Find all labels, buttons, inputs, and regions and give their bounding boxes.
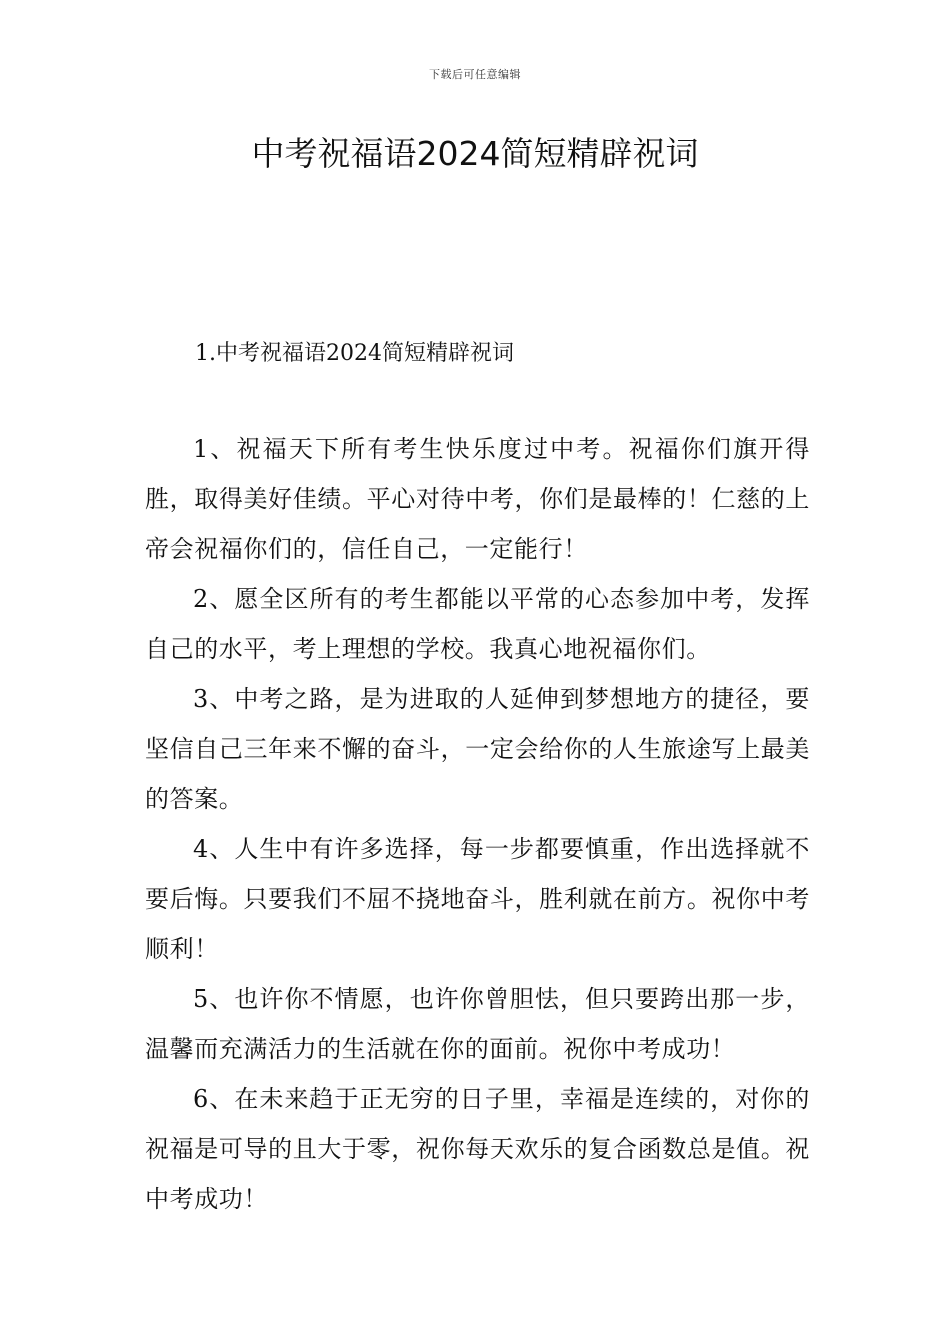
paragraph-4: 4、人生中有许多选择，每一步都要慎重，作出选择就不要后悔。只要我们不屈不挠地奋斗，胜利就在前方。祝你中考顺利！ — [145, 835, 810, 963]
header-note: 下载后可任意编辑 — [429, 68, 521, 81]
document-body — [145, 424, 810, 1224]
paragraph-1: 1、祝福天下所有考生快乐度过中考。祝福你们旗开得胜，取得美好佳绩。平心对待中考，你们是最棒的！仁慈的上帝会祝福你们的，信任自己，一定能行！ — [145, 435, 810, 563]
paragraph-5: 5、也许你不情愿，也许你曾胆怯，但只要跨出那一步，温馨而充满活力的生活就在你的面前。祝你中考成功！ — [145, 985, 810, 1063]
section-heading: 1.中考祝福语2024简短精辟祝词 — [195, 341, 514, 366]
document-title: 中考祝福语2024简短精辟祝词 — [251, 134, 699, 173]
paragraph-3: 3、中考之路，是为进取的人延伸到梦想地方的捷径，要坚信自己三年来不懈的奋斗，一定会给你的人生旅途写上最美的答案。 — [145, 685, 810, 813]
paragraph-2: 2、愿全区所有的考生都能以平常的心态参加中考，发挥自己的水平，考上理想的学校。我真心地祝福你们。 — [145, 585, 810, 663]
paragraph-6: 6、在未来趋于正无穷的日子里，幸福是连续的，对你的祝福是可导的且大于零，祝你每天欢乐的复合函数总是值。祝中考成功！ — [145, 1085, 810, 1213]
